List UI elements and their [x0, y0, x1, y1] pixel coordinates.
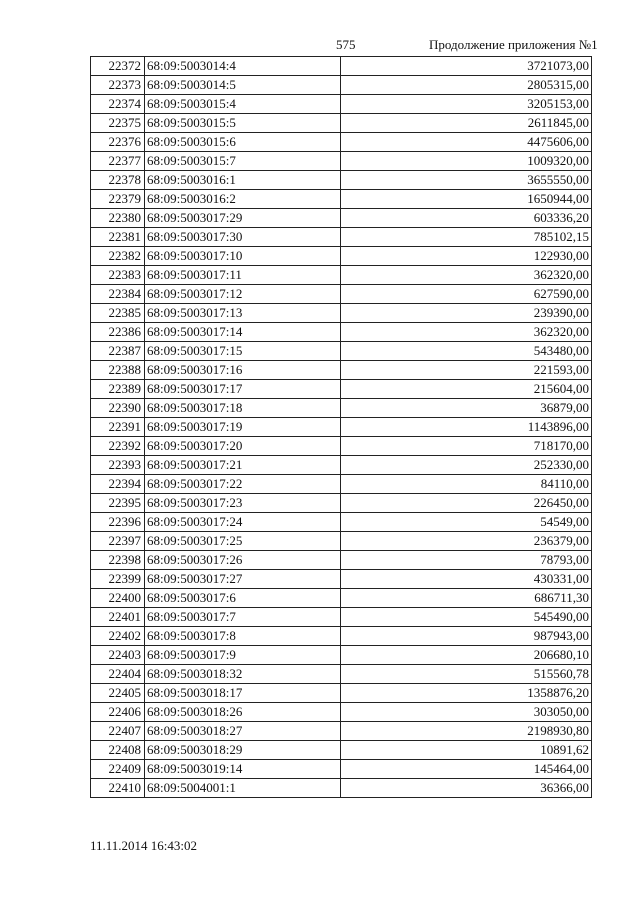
row-number: 22397: [91, 532, 145, 551]
table-row: [91, 171, 592, 190]
row-number: 22381: [91, 228, 145, 247]
cadastral-number: 68:09:5003017:18: [145, 399, 341, 418]
cadastral-value: 239390,00: [341, 304, 592, 323]
table-row: [91, 684, 592, 703]
cadastral-number: 68:09:5003017:6: [145, 589, 341, 608]
cadastral-value: 2198930,80: [341, 722, 592, 741]
cadastral-value: 122930,00: [341, 247, 592, 266]
cadastral-value: 4475606,00: [341, 133, 592, 152]
table-row: [91, 57, 592, 76]
table-row: [91, 304, 592, 323]
cadastral-number: 68:09:5003017:7: [145, 608, 341, 627]
row-number: 22400: [91, 589, 145, 608]
table-row: [91, 418, 592, 437]
table-row: [91, 646, 592, 665]
table-row: [91, 494, 592, 513]
cadastral-value: 54549,00: [341, 513, 592, 532]
table-row: [91, 361, 592, 380]
cadastral-value: 226450,00: [341, 494, 592, 513]
row-number: 22408: [91, 741, 145, 760]
cadastral-value: 987943,00: [341, 627, 592, 646]
cadastral-number: 68:09:5003017:25: [145, 532, 341, 551]
row-number: 22385: [91, 304, 145, 323]
cadastral-value: 3721073,00: [341, 57, 592, 76]
row-number: 22384: [91, 285, 145, 304]
row-number: 22375: [91, 114, 145, 133]
cadastral-number: 68:09:5003017:11: [145, 266, 341, 285]
cadastral-number: 68:09:5003017:22: [145, 475, 341, 494]
table-row: [91, 551, 592, 570]
table-row: [91, 456, 592, 475]
row-number: 22395: [91, 494, 145, 513]
footer-timestamp: 11.11.2014 16:43:02: [90, 838, 198, 853]
table-row: [91, 589, 592, 608]
row-number: 22405: [91, 684, 145, 703]
row-number: 22396: [91, 513, 145, 532]
cadastral-number: 68:09:5003016:1: [145, 171, 341, 190]
table-row: [91, 114, 592, 133]
row-number: 22389: [91, 380, 145, 399]
row-number: 22374: [91, 95, 145, 114]
row-number: 22409: [91, 760, 145, 779]
cadastral-number: 68:09:5003015:6: [145, 133, 341, 152]
cadastral-value: 2805315,00: [341, 76, 592, 95]
row-number: 22377: [91, 152, 145, 171]
table-row: [91, 760, 592, 779]
cadastral-number: 68:09:5003017:9: [145, 646, 341, 665]
cadastral-number: 68:09:5003016:2: [145, 190, 341, 209]
row-number: 22391: [91, 418, 145, 437]
cadastral-value: 2611845,00: [341, 114, 592, 133]
row-number: 22378: [91, 171, 145, 190]
table-row: [91, 323, 592, 342]
cadastral-number: 68:09:5003018:29: [145, 741, 341, 760]
table-row: [91, 342, 592, 361]
table-row: [91, 133, 592, 152]
cadastral-value: 145464,00: [341, 760, 592, 779]
cadastral-number: 68:09:5003017:12: [145, 285, 341, 304]
cadastral-value: 84110,00: [341, 475, 592, 494]
data-table-wrapper: [90, 56, 592, 798]
cadastral-value: 362320,00: [341, 266, 592, 285]
cadastral-value: 627590,00: [341, 285, 592, 304]
cadastral-number: 68:09:5003018:26: [145, 703, 341, 722]
table-row: [91, 513, 592, 532]
cadastral-number: 68:09:5003017:16: [145, 361, 341, 380]
cadastral-number: 68:09:5003015:7: [145, 152, 341, 171]
table-row: [91, 380, 592, 399]
cadastral-value: 1358876,20: [341, 684, 592, 703]
cadastral-value: 215604,00: [341, 380, 592, 399]
row-number: 22383: [91, 266, 145, 285]
cadastral-value: 10891,62: [341, 741, 592, 760]
table-row: [91, 95, 592, 114]
row-number: 22410: [91, 779, 145, 798]
table-row: [91, 627, 592, 646]
cadastral-number: 68:09:5003017:19: [145, 418, 341, 437]
row-number: 22382: [91, 247, 145, 266]
row-number: 22376: [91, 133, 145, 152]
data-table: [90, 56, 592, 798]
cadastral-number: 68:09:5003015:5: [145, 114, 341, 133]
cadastral-number: 68:09:5003017:8: [145, 627, 341, 646]
cadastral-value: 3205153,00: [341, 95, 592, 114]
cadastral-value: 603336,20: [341, 209, 592, 228]
cadastral-value: 36879,00: [341, 399, 592, 418]
row-number: 22392: [91, 437, 145, 456]
row-number: 22407: [91, 722, 145, 741]
cadastral-number: 68:09:5003017:13: [145, 304, 341, 323]
cadastral-number: 68:09:5003014:5: [145, 76, 341, 95]
cadastral-value: 78793,00: [341, 551, 592, 570]
table-row: [91, 665, 592, 684]
row-number: 22398: [91, 551, 145, 570]
cadastral-number: 68:09:5003017:14: [145, 323, 341, 342]
cadastral-number: 68:09:5003017:27: [145, 570, 341, 589]
table-row: [91, 285, 592, 304]
cadastral-value: 718170,00: [341, 437, 592, 456]
table-row: [91, 475, 592, 494]
row-number: 22390: [91, 399, 145, 418]
cadastral-value: 430331,00: [341, 570, 592, 589]
cadastral-number: 68:09:5003018:32: [145, 665, 341, 684]
cadastral-number: 68:09:5003017:10: [145, 247, 341, 266]
cadastral-value: 221593,00: [341, 361, 592, 380]
cadastral-value: 543480,00: [341, 342, 592, 361]
table-row: [91, 152, 592, 171]
table-row: [91, 722, 592, 741]
table-row: [91, 437, 592, 456]
cadastral-value: 3655550,00: [341, 171, 592, 190]
cadastral-number: 68:09:5003014:4: [145, 57, 341, 76]
row-number: 22380: [91, 209, 145, 228]
cadastral-value: 303050,00: [341, 703, 592, 722]
row-number: 22388: [91, 361, 145, 380]
cadastral-value: 1143896,00: [341, 418, 592, 437]
table-row: [91, 228, 592, 247]
table-row: [91, 209, 592, 228]
cadastral-number: 68:09:5003019:14: [145, 760, 341, 779]
cadastral-number: 68:09:5003015:4: [145, 95, 341, 114]
table-row: [91, 532, 592, 551]
cadastral-value: 686711,30: [341, 589, 592, 608]
cadastral-number: 68:09:5004001:1: [145, 779, 341, 798]
row-number: 22372: [91, 57, 145, 76]
table-row: [91, 741, 592, 760]
row-number: 22379: [91, 190, 145, 209]
cadastral-value: 545490,00: [341, 608, 592, 627]
table-row: [91, 190, 592, 209]
table-row: [91, 570, 592, 589]
cadastral-value: 252330,00: [341, 456, 592, 475]
cadastral-number: 68:09:5003018:17: [145, 684, 341, 703]
table-row: [91, 399, 592, 418]
row-number: 22394: [91, 475, 145, 494]
row-number: 22399: [91, 570, 145, 589]
cadastral-value: 1650944,00: [341, 190, 592, 209]
row-number: 22406: [91, 703, 145, 722]
cadastral-number: 68:09:5003017:30: [145, 228, 341, 247]
table-row: [91, 76, 592, 95]
cadastral-number: 68:09:5003017:17: [145, 380, 341, 399]
table-row: [91, 266, 592, 285]
cadastral-value: 785102,15: [341, 228, 592, 247]
row-number: 22386: [91, 323, 145, 342]
cadastral-value: 515560,78: [341, 665, 592, 684]
row-number: 22373: [91, 76, 145, 95]
table-body: [91, 57, 592, 798]
cadastral-value: 36366,00: [341, 779, 592, 798]
cadastral-number: 68:09:5003017:23: [145, 494, 341, 513]
row-number: 22403: [91, 646, 145, 665]
row-number: 22393: [91, 456, 145, 475]
table-row: [91, 608, 592, 627]
row-number: 22402: [91, 627, 145, 646]
cadastral-value: 362320,00: [341, 323, 592, 342]
cadastral-value: 236379,00: [341, 532, 592, 551]
cadastral-value: 1009320,00: [341, 152, 592, 171]
cadastral-number: 68:09:5003017:24: [145, 513, 341, 532]
page-number: 575: [336, 37, 356, 52]
cadastral-number: 68:09:5003018:27: [145, 722, 341, 741]
cadastral-number: 68:09:5003017:29: [145, 209, 341, 228]
page-subtitle: Продолжение приложения №1: [429, 37, 598, 52]
row-number: 22404: [91, 665, 145, 684]
cadastral-number: 68:09:5003017:15: [145, 342, 341, 361]
table-row: [91, 703, 592, 722]
row-number: 22401: [91, 608, 145, 627]
table-row: [91, 247, 592, 266]
cadastral-value: 206680,10: [341, 646, 592, 665]
cadastral-number: 68:09:5003017:20: [145, 437, 341, 456]
table-row: [91, 779, 592, 798]
row-number: 22387: [91, 342, 145, 361]
cadastral-number: 68:09:5003017:21: [145, 456, 341, 475]
cadastral-number: 68:09:5003017:26: [145, 551, 341, 570]
